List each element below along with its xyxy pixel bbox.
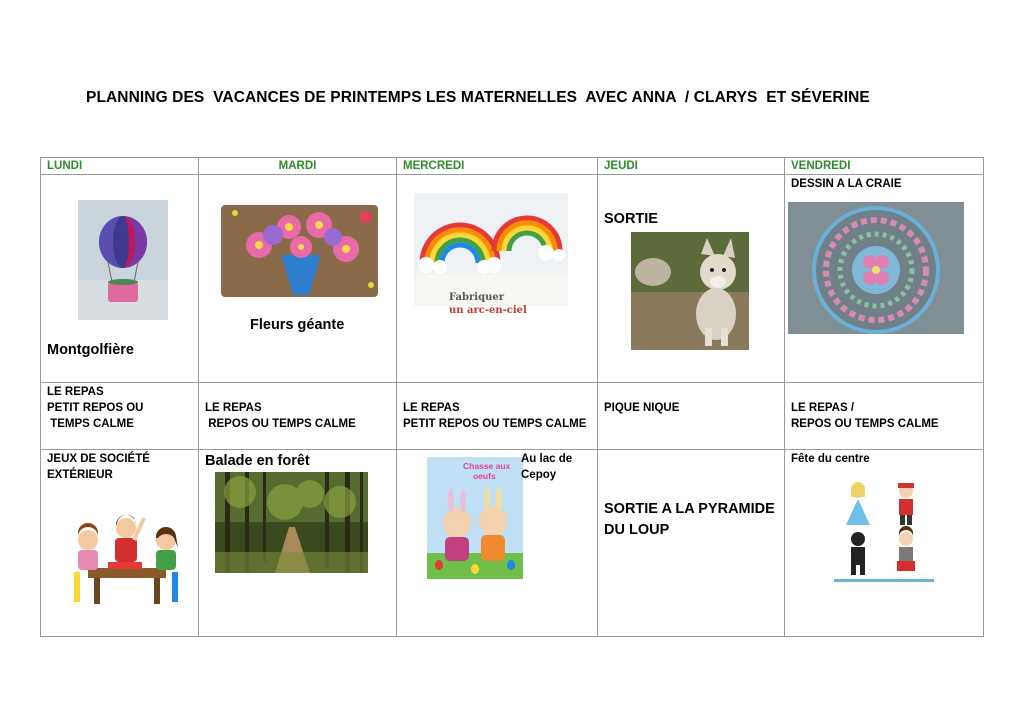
day-header-lundi: LUNDI bbox=[41, 158, 199, 175]
rainbow-caption-2: un arc-en-ciel bbox=[449, 305, 527, 316]
costumes-image bbox=[834, 481, 934, 585]
afternoon-jeudi-cell bbox=[598, 450, 785, 637]
morning-jeudi-text: SORTIE bbox=[604, 211, 658, 227]
rainbow-caption-1: Fabriquer bbox=[449, 292, 504, 303]
midday-lundi-line-2: PETIT REPOS OU bbox=[47, 402, 144, 414]
midday-vendredi-line-1: LE REPAS / bbox=[791, 402, 855, 414]
midday-mercredi-line-2: PETIT REPOS OU TEMPS CALME bbox=[403, 418, 587, 430]
midday-jeudi-line-1: PIQUE NIQUE bbox=[604, 402, 680, 414]
afternoon-lundi-line-1: JEUX DE SOCIÉTÉ bbox=[47, 453, 150, 465]
wolf-cub-image bbox=[631, 232, 749, 350]
day-header-jeudi: JEUDI bbox=[598, 158, 785, 175]
midday-row bbox=[41, 383, 984, 450]
afternoon-lundi-cell bbox=[41, 450, 199, 637]
forest-path-image bbox=[215, 472, 368, 573]
midday-lundi-line-3: TEMPS CALME bbox=[47, 418, 134, 430]
morning-lundi-cell bbox=[41, 175, 199, 383]
morning-jeudi-cell bbox=[598, 175, 785, 383]
morning-mardi-text: Fleurs géante bbox=[250, 317, 345, 333]
midday-lundi-cell bbox=[41, 383, 199, 450]
day-header-vendredi: VENDREDI bbox=[785, 158, 984, 175]
header-row bbox=[41, 158, 984, 175]
afternoon-vendredi-text: Fête du centre bbox=[791, 453, 870, 465]
giant-flowers-image bbox=[221, 205, 378, 297]
rainbow-craft-image bbox=[414, 193, 568, 306]
afternoon-mercredi-line-2: Cepoy bbox=[521, 469, 557, 481]
chalk-drawing-image bbox=[788, 202, 964, 334]
morning-row bbox=[41, 175, 984, 383]
morning-vendredi-cell bbox=[785, 175, 984, 383]
midday-mercredi-cell bbox=[397, 383, 598, 450]
morning-mercredi-cell bbox=[397, 175, 598, 383]
midday-mercredi-line-1: LE REPAS bbox=[403, 402, 460, 414]
egg-hunt-caption-2: oeufs bbox=[473, 471, 496, 481]
day-header-mercredi: MERCREDI bbox=[397, 158, 598, 175]
afternoon-jeudi-line-2: DU LOUP bbox=[604, 522, 670, 538]
afternoon-jeudi-line-1: SORTIE A LA PYRAMIDE bbox=[604, 501, 775, 517]
morning-lundi-text: Montgolfière bbox=[47, 342, 134, 358]
afternoon-vendredi-cell bbox=[785, 450, 984, 637]
midday-mardi-cell bbox=[199, 383, 397, 450]
midday-jeudi-cell bbox=[598, 383, 785, 450]
midday-lundi-line-1: LE REPAS bbox=[47, 386, 104, 398]
afternoon-mardi-cell bbox=[199, 450, 397, 637]
hot-air-balloon-image bbox=[78, 200, 168, 320]
page-title: PLANNING DES VACANCES DE PRINTEMPS LES MATERNELLES AVEC ANNA / CLARYS ET SÉVERINE bbox=[86, 89, 870, 106]
afternoon-mercredi-cell bbox=[397, 450, 598, 637]
midday-mardi-line-2: REPOS OU TEMPS CALME bbox=[205, 418, 356, 430]
planning-table bbox=[40, 157, 984, 637]
midday-vendredi-cell bbox=[785, 383, 984, 450]
afternoon-row bbox=[41, 450, 984, 637]
midday-mardi-line-1: LE REPAS bbox=[205, 402, 262, 414]
morning-vendredi-text: DESSIN A LA CRAIE bbox=[791, 178, 902, 190]
midday-vendredi-line-2: REPOS OU TEMPS CALME bbox=[791, 418, 939, 430]
afternoon-lundi-line-2: EXTÉRIEUR bbox=[47, 469, 113, 481]
day-header-mardi: MARDI bbox=[199, 158, 397, 175]
afternoon-mercredi-line-1: Au lac de bbox=[521, 453, 573, 465]
board-game-kids-image bbox=[68, 510, 186, 606]
afternoon-mardi-text: Balade en forêt bbox=[205, 453, 310, 469]
egg-hunt-caption-1: Chasse aux bbox=[463, 461, 511, 471]
morning-mardi-cell bbox=[199, 175, 397, 383]
